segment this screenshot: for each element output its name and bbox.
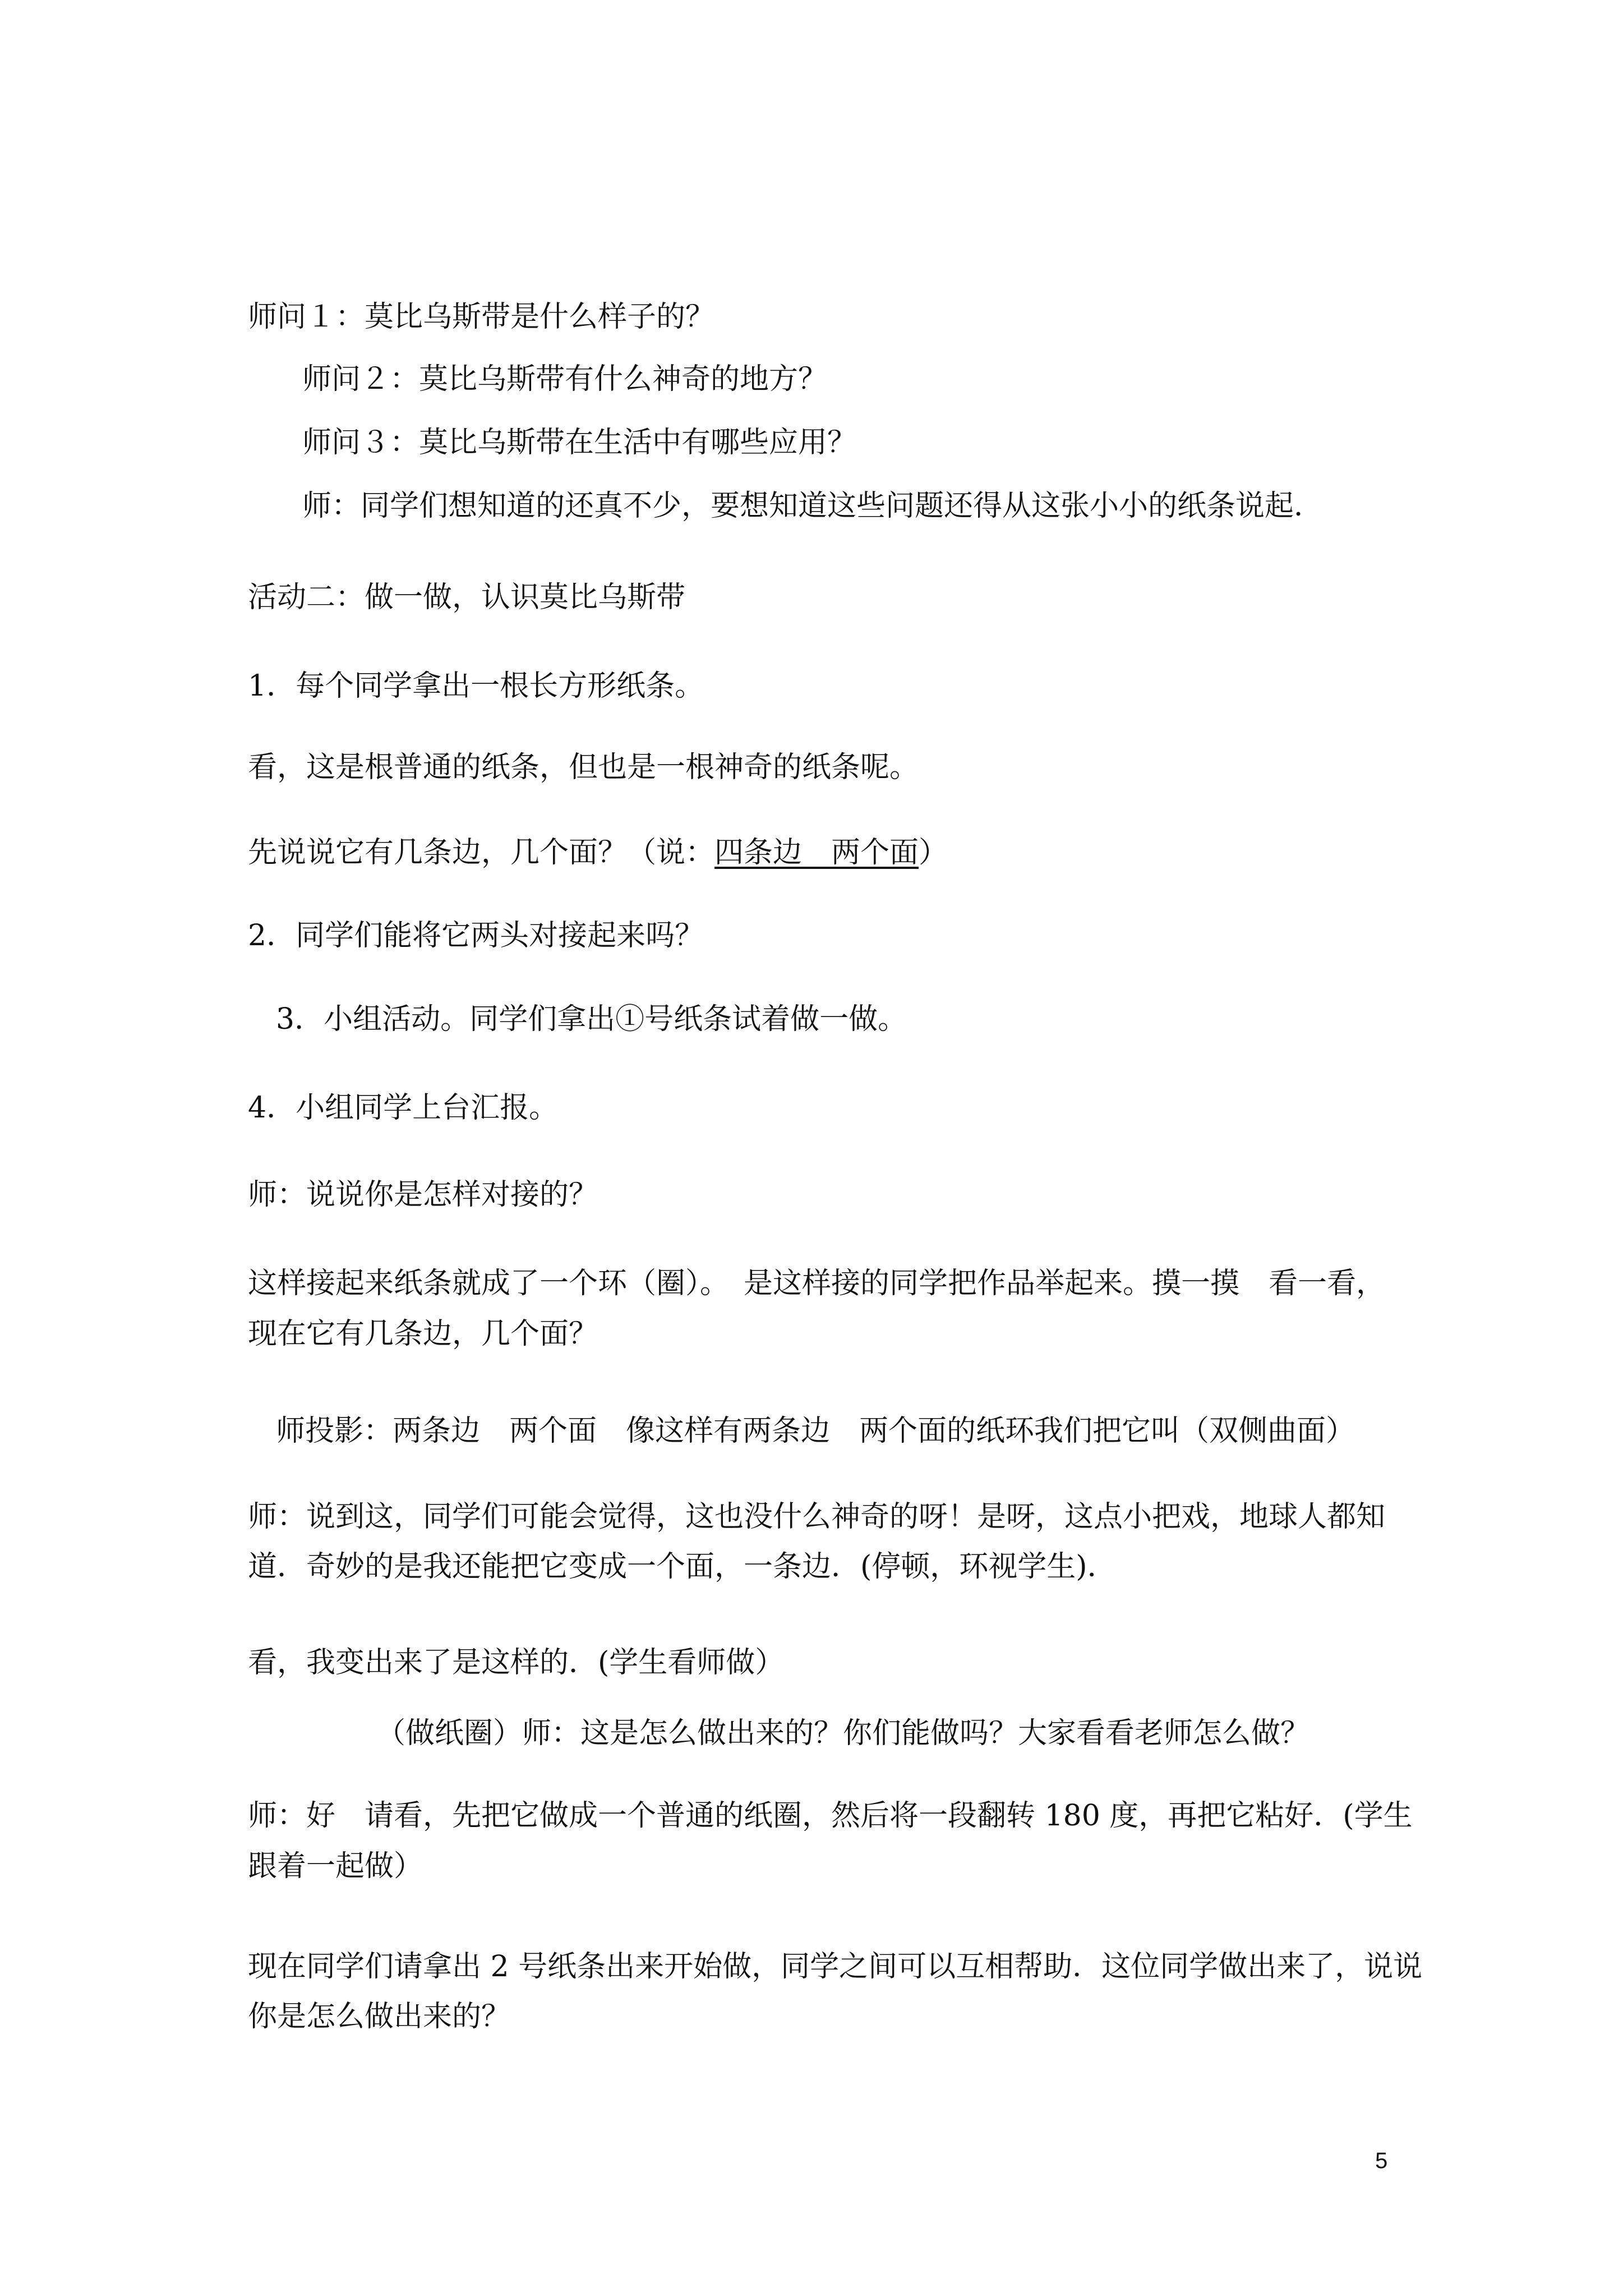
paragraph: 这样接起来纸条就成了一个环（圈）。 是这样接的同学把作品举起来。摸一摸 看一看，	[248, 1267, 1386, 1300]
paragraph: 道．奇妙的是我还能把它变成一个面，一条边．(停顿，环视学生)．	[248, 1550, 1117, 1584]
underlined-answer: 四条边 两个面	[714, 836, 919, 869]
text: ）	[919, 836, 948, 869]
paragraph: （做纸圈）师：这是怎么做出来的？你们能做吗？大家看看老师怎么做？	[376, 1717, 1310, 1750]
paragraph: 跟着一起做）	[248, 1849, 423, 1883]
teacher-question-2: 师问２：莫比乌斯带有什么神奇的地方？	[302, 362, 828, 396]
step-4: 4．小组同学上台汇报。	[248, 1091, 559, 1125]
step-3: 3．小组活动。同学们拿出①号纸条试着做一做。	[276, 1002, 907, 1036]
text: 先说说它有几条边，几个面？（说：	[248, 836, 715, 869]
activity-heading: 活动二：做一做，认识莫比乌斯带	[248, 581, 686, 614]
step-2: 2．同学们能将它两头对接起来吗？	[248, 919, 704, 953]
teacher-statement: 师：同学们想知道的还真不少，要想知道这些问题还得从这张小小的纸条说起．	[302, 489, 1324, 523]
paragraph: 你是怎么做出来的？	[248, 2000, 511, 2033]
paragraph: 看，我变出来了是这样的．(学生看师做）	[248, 1646, 785, 1680]
paragraph: 师：说说你是怎样对接的？	[248, 1178, 598, 1212]
teacher-question-3: 师问３：莫比乌斯带在生活中有哪些应用？	[302, 426, 857, 459]
step-1: 1．每个同学拿出一根长方形纸条。	[248, 669, 704, 703]
paragraph: 师投影：两条边 两个面 像这样有两条边 两个面的纸环我们把它叫（双侧曲面）	[276, 1414, 1355, 1448]
paragraph: 现在同学们请拿出 2 号纸条出来开始做，同学之间可以互相帮助．这位同学做出来了，说说	[248, 1950, 1423, 1984]
paragraph: 师：说到这，同学们可能会觉得，这也没什么神奇的呀！是呀，这点小把戏，地球人都知	[248, 1500, 1386, 1534]
page-number: 5	[1375, 2148, 1388, 2173]
paragraph: 现在它有几条边，几个面？	[248, 1317, 598, 1351]
paragraph-question	[248, 836, 948, 869]
paragraph: 师：好 请看，先把它做成一个普通的纸圈，然后将一段翻转 180 度，再把它粘好．(学生	[248, 1799, 1413, 1833]
paragraph: 看，这是根普通的纸条，但也是一根神奇的纸条呢。	[248, 751, 919, 784]
teacher-question-1: 师问１：莫比乌斯带是什么样子的？	[248, 300, 715, 334]
